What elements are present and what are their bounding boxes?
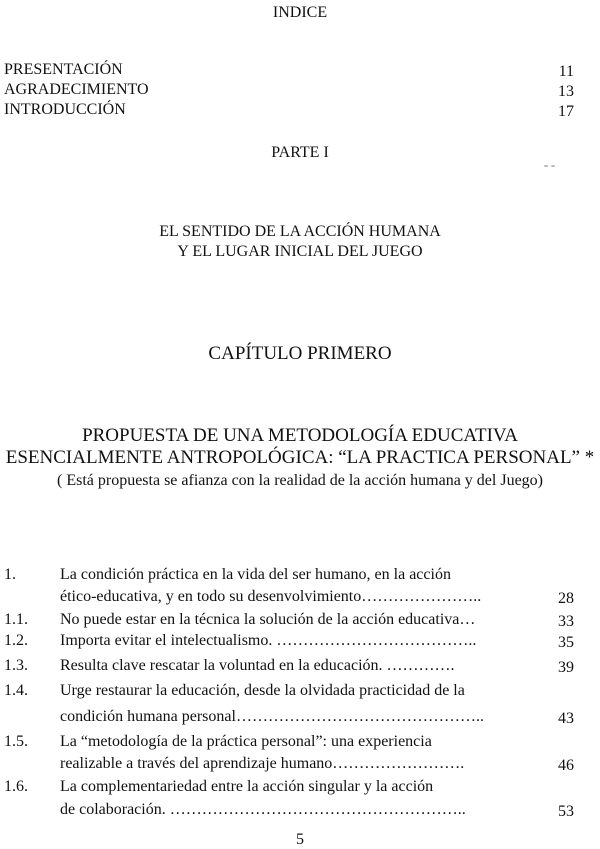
- section-title-line-1: EL SENTIDO DE LA ACCIÓN HUMANA: [159, 223, 441, 240]
- toc-entry-page: 35: [558, 634, 574, 651]
- toc-entry-text: No puede estar en la técnica la solución de la acción educativa…: [60, 611, 476, 628]
- chapter-title-line-1: PROPUESTA DE UNA METODOLOGÍA EDUCATIVA: [82, 425, 518, 446]
- toc-entry-number: 1.2.: [4, 632, 28, 649]
- toc-entry-number: 1.1.: [4, 611, 28, 628]
- chapter-title-line-2: ESENCIALMENTE ANTROPOLÓGICA: “LA PRACTICA PERSONAL” *: [5, 447, 595, 468]
- front-matter-page-presentacion: 11: [558, 63, 574, 80]
- toc-entry-number: 1.5.: [4, 733, 28, 750]
- part-label: PARTE I: [271, 144, 329, 161]
- toc-entry-number: 1.6.: [4, 778, 28, 795]
- page-number: 5: [296, 831, 304, 848]
- toc-entry-number: 1.3.: [4, 657, 28, 674]
- toc-entry-page: 39: [558, 659, 574, 676]
- toc-entry-page: 28: [558, 590, 574, 607]
- toc-entry-number: 1.4.: [4, 682, 28, 699]
- front-matter-label-presentacion: PRESENTACIÓN: [4, 61, 123, 78]
- front-matter-label-introduccion: INTRODUCCIÓN: [4, 101, 126, 118]
- toc-entry-text: Resulta clave rescatar la voluntad en la educación. ………….: [60, 657, 455, 674]
- toc-entry: [0, 733, 600, 773]
- scan-smudge: [544, 154, 562, 157]
- section-title-line-2: Y EL LUGAR INICIAL DEL JUEGO: [177, 243, 423, 260]
- toc-entry-text: condición humana personal………………………………………..: [60, 708, 484, 725]
- toc-entry-text: La condición práctica en la vida del ser humano, en la acción: [60, 566, 451, 583]
- toc-entry: [0, 682, 600, 727]
- toc-entry-text: de colaboración. ………………………………………………..: [60, 801, 466, 818]
- toc-entry-number: 1.: [4, 566, 16, 583]
- toc-entry: [0, 566, 600, 606]
- front-matter-label-agradecimiento: AGRADECIMIENTO: [4, 81, 149, 98]
- toc-entry-page: 43: [558, 710, 574, 727]
- toc-entry-page: 53: [558, 803, 574, 820]
- chapter-subtitle: ( Está propuesta se afianza con la realidad de la acción humana y del Juego): [56, 472, 543, 489]
- toc-entry: [0, 611, 600, 631]
- toc-entry-text: La “metodología de la práctica personal”: una experiencia: [60, 733, 432, 750]
- toc-entry-page: 33: [558, 613, 574, 630]
- toc-entry-text: Urge restaurar la educación, desde la olvidada practicidad de la: [60, 682, 465, 699]
- chapter-label: CAPÍTULO PRIMERO: [208, 343, 392, 364]
- toc-entry-text: realizable a través del aprendizaje humano…………………….: [60, 755, 465, 772]
- toc-entry-text: Importa evitar el intelectualismo. ………………………………..: [60, 632, 477, 649]
- index-title: INDICE: [272, 4, 328, 21]
- front-matter-page-agradecimiento: 13: [558, 83, 574, 100]
- front-matter-page-introduccion: 17: [558, 103, 574, 120]
- toc-entry-text: La complementariedad entre la acción singular y la acción: [60, 778, 434, 795]
- toc-entry: [0, 778, 600, 818]
- toc-entry-page: 46: [558, 757, 574, 774]
- toc-entry: [0, 657, 600, 677]
- toc-entry: [0, 632, 600, 652]
- toc-entry-text: ético-educativa, y en todo su desenvolvimiento…………………..: [60, 588, 482, 605]
